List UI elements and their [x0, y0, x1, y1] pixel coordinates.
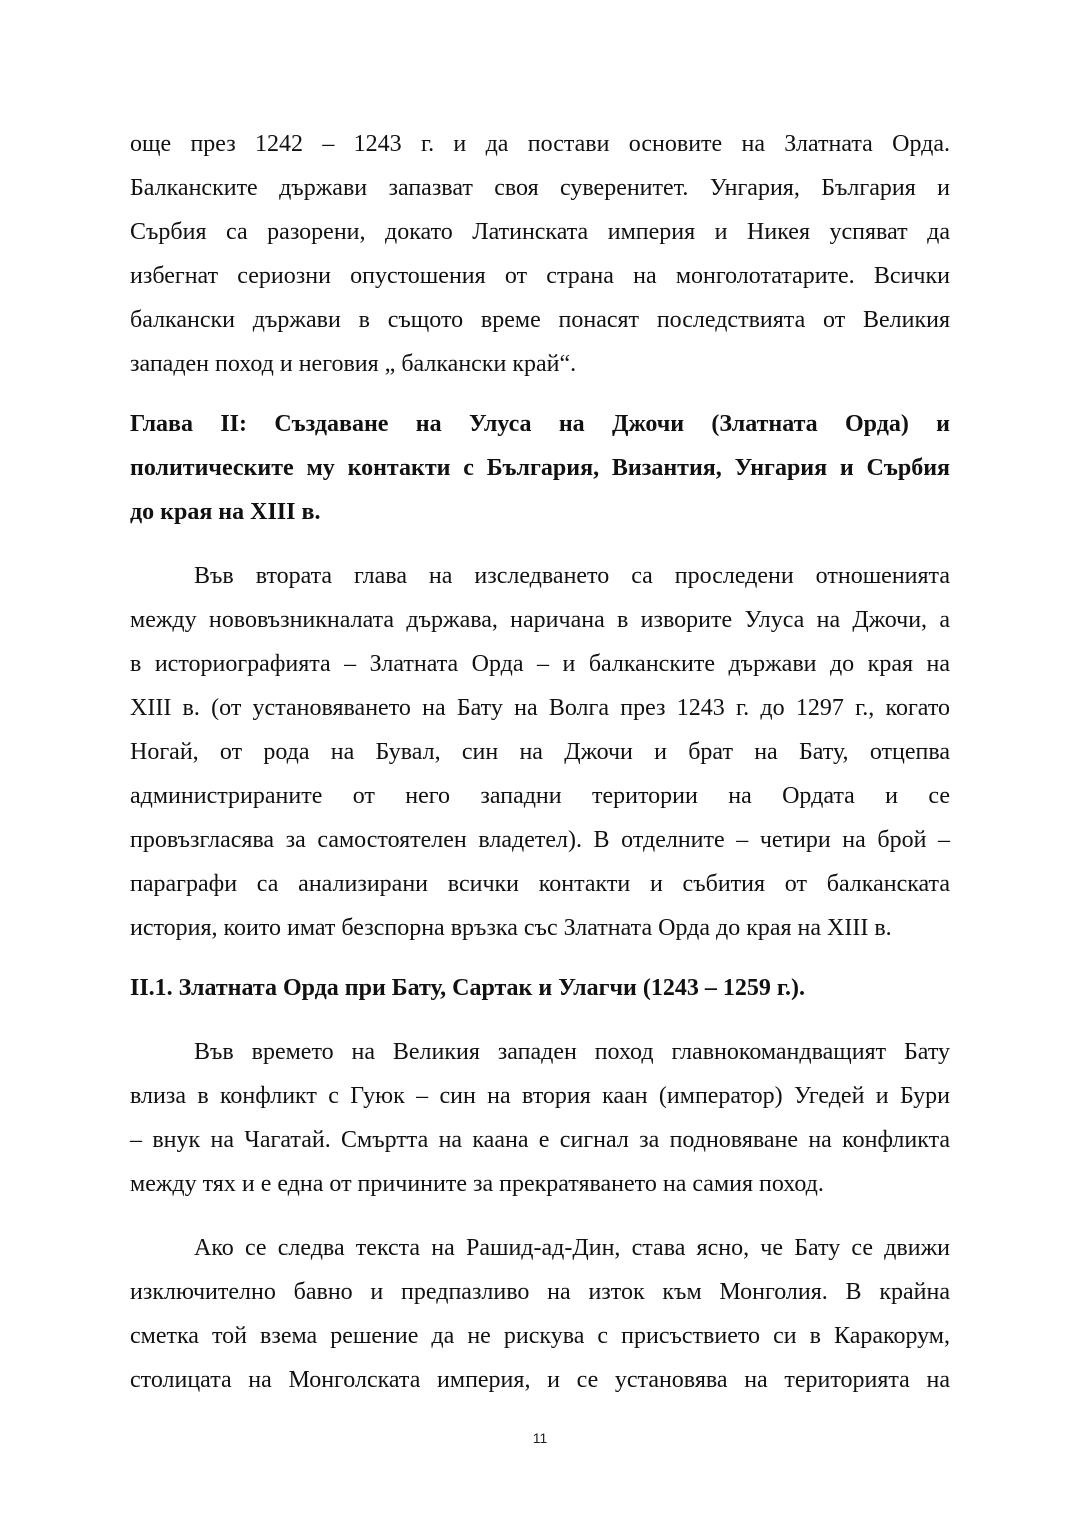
text-line: Ногай, от рода на Бувал, син на Джочи и брат на Бату, отцепва — [130, 739, 950, 765]
section-heading — [130, 966, 950, 1010]
document-page — [130, 122, 950, 1402]
text-line: между нововъзникналата държава, наричана в изворите Улуса на Джочи, а — [130, 607, 950, 633]
heading-line: до края на XIII в. — [130, 499, 321, 525]
chapter-heading — [130, 402, 950, 534]
page-number: 11 — [532, 1430, 548, 1446]
text-line: Балканските държави запазват своя суверенитет. Унгария, България и — [130, 175, 950, 201]
text-line: Във втората глава на изследването са проследени отношенията — [194, 563, 950, 589]
text-line: сметка той взема решение да не рискува с присъствието си в Каракорум, — [130, 1323, 950, 1349]
text-line: – внук на Чагатай. Смъртта на каана е сигнал за подновяване на конфликта — [130, 1127, 950, 1153]
text-line: история, които имат безспорна връзка със Златната Орда до края на XIII в. — [130, 915, 892, 941]
heading-line: Глава II: Създаване на Улуса на Джочи (Златната Орда) и — [130, 411, 950, 437]
text-line: избегнат сериозни опустошения от страна на монголотатарите. Всички — [130, 263, 950, 289]
text-line: Ако се следва текста на Рашид-ад-Дин, става ясно, че Бату се движи — [194, 1235, 950, 1261]
paragraph-4 — [130, 1226, 950, 1402]
text-line: XIII в. (от установяването на Бату на Волга през 1243 г. до 1297 г., когато — [130, 695, 950, 721]
text-line: между тях и е една от причините за прекратяването на самия поход. — [130, 1171, 824, 1197]
paragraph-3 — [130, 1030, 950, 1206]
text-line: администрираните от него западни територии на Ордата и се — [130, 783, 950, 809]
paragraph-1 — [130, 122, 950, 386]
text-line: Във времето на Великия западен поход главнокомандващият Бату — [194, 1039, 950, 1065]
heading-line: политическите му контакти с България, Византия, Унгария и Сърбия — [130, 455, 950, 481]
text-line: столицата на Монголската империя, и се установява на територията на — [130, 1367, 950, 1393]
text-line: балкански държави в същото време понасят последствията от Великия — [130, 307, 950, 333]
paragraph-2 — [130, 554, 950, 950]
text-line: още през 1242 – 1243 г. и да постави основите на Златната Орда. — [130, 131, 950, 157]
text-line: Сърбия са разорени, докато Латинската империя и Никея успяват да — [130, 219, 950, 245]
text-line: параграфи са анализирани всички контакти и събития от балканската — [130, 871, 950, 897]
text-line: западен поход и неговия „ балкански край“. — [130, 351, 577, 377]
text-line: в историографията – Златната Орда – и балканските държави до края на — [130, 651, 950, 677]
heading-line: II.1. Златната Орда при Бату, Сартак и Улагчи (1243 – 1259 г.). — [130, 975, 806, 1001]
text-line: провъзгласява за самостоятелен владетел). В отделните – четири на брой – — [130, 827, 950, 853]
text-line: изключително бавно и предпазливо на изток към Монголия. В крайна — [130, 1279, 950, 1305]
text-line: влиза в конфликт с Гуюк – син на втория каан (император) Угедей и Бури — [130, 1083, 950, 1109]
